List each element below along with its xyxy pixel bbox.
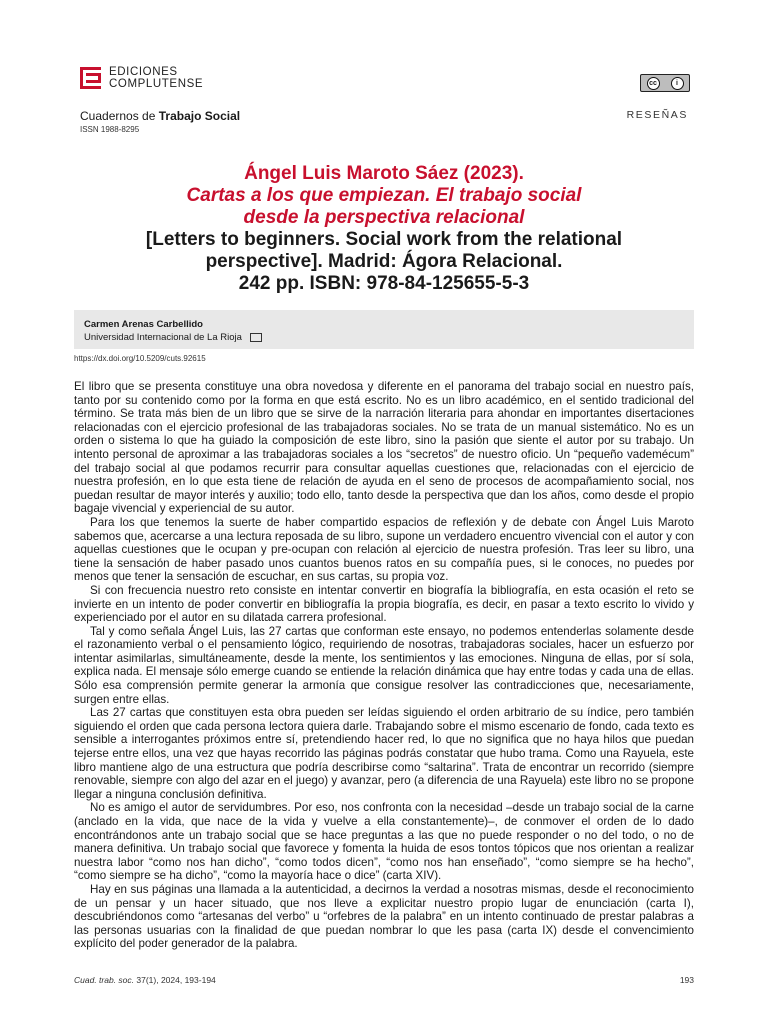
mail-icon[interactable]: [250, 333, 262, 342]
journal-bold: Trabajo Social: [158, 109, 241, 123]
paragraph: El libro que se presenta constituye una obra novedosa y diferente en el panorama del trabajo social en nuestro país, tanto por su contenido como por la forma en que está escrito. No es un libro académico, en el sentido tradicional del término. Se trata más bien de un libro que se sirve de la narración literaria para ahondar en importantes disertaciones relacionadas con el ejercicio profesional de las trabajadoras sociales. No se trata de un manual sistemático. No es un orden o sistema lo que ha guiado la composición de este libro, sino la pasión que siente el autor por su trabajo. Un intento personal de aproximar a las trabajadoras sociales a los “secretos” de nuestro oficio. Un “pequeño vademécum” del trabajo social al que podamos recurrir para consultar aquellas cuestiones que, relacionadas con el ejercicio de nuestra profesión, en lo que esta tiene de relación de ayuda en el seno de procesos de acompañamiento social, nos puedan resultar de mayor interés y auxilio; todo ello, tanto desde la perspectiva que dan los años, como desde el propio bagaje vivencial y experiencial de su autor.: [74, 380, 694, 516]
author-name: Carmen Arenas Carbellido: [84, 319, 203, 330]
author-box: [74, 310, 694, 349]
article-body: [74, 380, 694, 951]
affiliation-text: Universidad Internacional de La Rioja: [84, 332, 242, 343]
paragraph: No es amigo el autor de servidumbres. Por eso, nos confronta con la necesidad –desde un trabajo social de la carne (anclado en la vida, que nace de la vida y vuelve a ella constantemente)–, de conmover el orden de lo dado encontrándonos ante un trabajo social que se hace preguntas a las que no puede responder o no del todo, o no de manera definitiva. Un trabajo social que favorece y fomenta la huida de esos tontos tópicos que nos orientan a realizar nuestra labor “como nos han dicho”, “como todos dicen”, “como nos han enseñado”, “como siempre se ha hecho”, “como siempre se ha dicho”, “como la mayoría hace o dice” (carta XIV).: [74, 801, 694, 883]
article-title: [80, 163, 688, 295]
paragraph: Para los que tenemos la suerte de haber compartido espacios de reflexión y de debate con Ángel Luis Maroto sabemos que, acercarse a una lectura reposada de su libro, supone un verdadero encuentro vivencial con el autor y con aquellas cuestiones que le ocupan y pre-ocupan con relación al ejercicio de nuestra profesión. Tras leer su libro, una tiene la sensación de haber pasado unos cuantos buenos ratos en su compañía pues, si le conoces, no puedes por menos que tener la sensación de escuchar, en sus cartas, su propia voz.: [74, 515, 694, 584]
paragraph: Hay en sus páginas una llamada a la autenticidad, a decirnos la verdad a nosotras mismas, desde el reconocimiento de un pensar y un hacer situado, que nos lleve a explicitar nuestro propio lugar de enunciación (carta I), descubriéndonos como “artesanas del verbo” u “orfebres de la palabra” en un intento continuado de prestar palabras a las personas usuarias con la finalidad de que puedan nombrar lo que les pasa (carta IX) desde el convencimiento explícito del poder generador de la palabra.: [74, 882, 694, 951]
by-icon: i: [671, 77, 684, 90]
title-line-2: Cartas a los que empiezan. El trabajo social: [186, 185, 582, 206]
publisher-name: [109, 66, 203, 90]
page-number: 193: [679, 975, 694, 985]
journal-name: [80, 109, 240, 123]
paragraph: Las 27 cartas que constituyen esta obra pueden ser leídas siguiendo el orden arbitrario de su índice, pero también siguiendo el orden que cada persona lectora quiera darle. Trabajando sobre el mismo escenario de fondo, cada texto es sensible a interrogantes próximos entre sí, pretendiendo hacer red, lo que no significa que no haya hilos que puedan tejerse entre ellos, una vez que hayas recorrido las páginas podrás constatar que hubo trama. Como una Rayuela, este libro mantiene algo de una estructura que podría describirse como “saltarina”. Trata de encontrar un recorrido (siempre renovable, siempre con algo del azar en el juego) y avanzar, pero (a diferencia de una Rayuela) este libro no se propone llegar a ninguna conclusión definitiva.: [74, 706, 694, 801]
publisher-line1: EDICIONES: [109, 66, 178, 78]
publisher-line2: COMPLUTENSE: [109, 78, 204, 90]
cc-icon: cc: [647, 77, 660, 90]
author-affiliation: [84, 332, 262, 343]
issn: ISSN 1988-8295: [80, 125, 140, 134]
creative-commons-license-icon[interactable]: [640, 74, 690, 92]
title-line-4: [Letters to beginners. Social work from the relational: [145, 229, 623, 250]
title-line-3: desde la perspectiva relacional: [243, 207, 525, 228]
paragraph: Si con frecuencia nuestro reto consiste en intentar convertir en biografía la bibliografía, en esta ocasión el reto se invierte en un intento de poder convertir en bibliografía la propia biografía, es decir, en pasar a texto escrito lo vivido y experienciado por el autor en su dilatada carrera profesional.: [74, 583, 694, 625]
publisher-logo: [80, 66, 203, 90]
title-line-6: 242 pp. ISBN: 978-84-125655-5-3: [238, 273, 530, 294]
paragraph: Tal y como señala Ángel Luis, las 27 cartas que conforman este ensayo, no podemos entenderlas solamente desde el razonamiento verbal o el pensamiento lógico, requiriendo de nosotras, trabajadoras sociales, hacer un esfuerzo por intentar asimilarlas, simultáneamente, desde la mente, los sentimientos y las emociones. Ninguna de ellas, por sí sola, explica nada. El mensaje sólo emerge cuando se entiende la relación dinámica que hay entre todas y cada una de ellas. Sólo esa comprensión permite generar la armonía que consigue resolver las contradicciones que, necesariamente, surgen entre ellas.: [74, 624, 694, 706]
section-label: RESEÑAS: [626, 109, 688, 121]
title-line-1: Ángel Luis Maroto Sáez (2023).: [244, 163, 524, 184]
citation-journal: Cuad. trab. soc.: [74, 975, 135, 985]
ediciones-complutense-icon: [80, 67, 101, 89]
title-line-5: perspective]. Madrid: Ágora Relacional.: [205, 251, 563, 272]
journal-prefix: Cuadernos de: [80, 109, 159, 123]
doi-link[interactable]: https://dx.doi.org/10.5209/cuts.92615: [74, 354, 206, 363]
footer-citation: [74, 975, 216, 985]
citation-details: 37(1), 2024, 193-194: [134, 975, 216, 985]
